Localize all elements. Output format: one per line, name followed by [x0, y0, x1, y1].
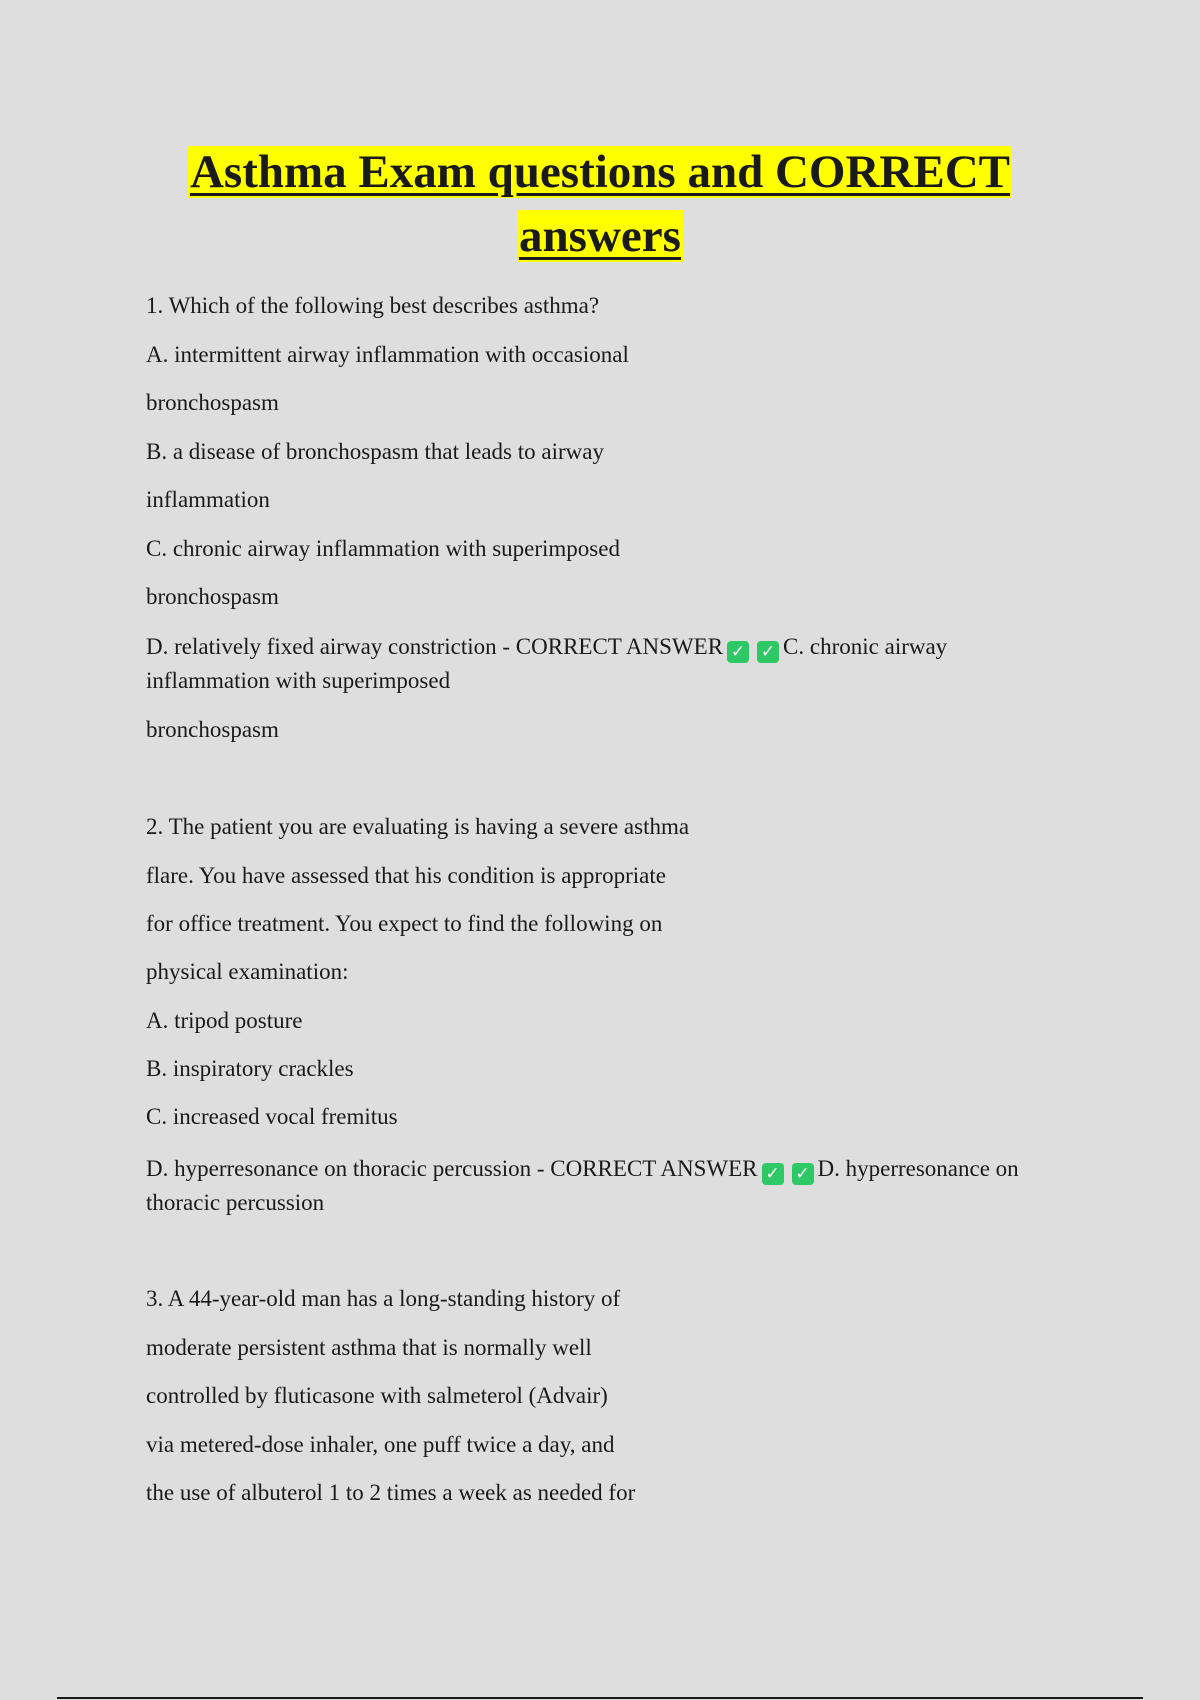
page-bottom-rule — [57, 1697, 1143, 1699]
document-title — [0, 140, 1200, 268]
q1-option-c-cont: bronchospasm — [146, 584, 279, 609]
q1-option-d: D. relatively fixed airway constriction - CORRECT ANSWER — [146, 634, 724, 659]
q3-stem-line-2: moderate persistent asthma that is normally well — [146, 1335, 592, 1360]
q1-option-b-cont: inflammation — [146, 487, 270, 512]
q2-stem-line-1: 2. The patient you are evaluating is having a severe asthma — [146, 814, 690, 839]
q1-option-b: B. a disease of bronchospasm that leads to airway — [146, 439, 604, 464]
q2-correct-answer: D. hyperresonance on thoracic percussion — [146, 1156, 1019, 1215]
q2-option-d-answer — [146, 1152, 1076, 1220]
q2-stem-line-4: physical examination: — [146, 959, 349, 984]
q2-stem-line-3: for office treatment. You expect to find the following on — [146, 911, 663, 936]
check-icon: ✓ — [792, 1163, 814, 1185]
q1-option-d-answer — [146, 630, 1076, 698]
q2-option-d: D. hyperresonance on thoracic percussion - CORRECT ANSWER — [146, 1156, 758, 1181]
q1-option-a: A. intermittent airway inflammation with occasional — [146, 342, 629, 367]
q2-option-b: B. inspiratory crackles — [146, 1056, 354, 1081]
title-line-2: answers — [519, 210, 681, 262]
q3-stem-line-4: via metered-dose inhaler, one puff twice a day, and — [146, 1432, 615, 1457]
q1-option-a-cont: bronchospasm — [146, 390, 279, 415]
q2-option-c: C. increased vocal fremitus — [146, 1104, 398, 1129]
check-icon: ✓ — [727, 641, 749, 663]
q1-option-c: C. chronic airway inflammation with superimposed — [146, 536, 620, 561]
q1-correct-answer-cont: bronchospasm — [146, 717, 279, 742]
check-icon: ✓ — [757, 641, 779, 663]
q2-stem-line-2: flare. You have assessed that his condition is appropriate — [146, 863, 666, 888]
q3-stem-line-3: controlled by fluticasone with salmeterol (Advair) — [146, 1383, 608, 1408]
q1-correct-answer: C. chronic airway inflammation with superimposed — [146, 634, 948, 693]
title-line-1: Asthma Exam questions and CORRECT — [189, 146, 1011, 198]
check-icon: ✓ — [762, 1163, 784, 1185]
q3-stem-line-5: the use of albuterol 1 to 2 times a week as needed for — [146, 1480, 636, 1505]
q3-stem-line-1: 3. A 44-year-old man has a long-standing history of — [146, 1286, 621, 1311]
q2-option-a: A. tripod posture — [146, 1008, 303, 1033]
q1-stem: 1. Which of the following best describes asthma? — [146, 293, 600, 318]
